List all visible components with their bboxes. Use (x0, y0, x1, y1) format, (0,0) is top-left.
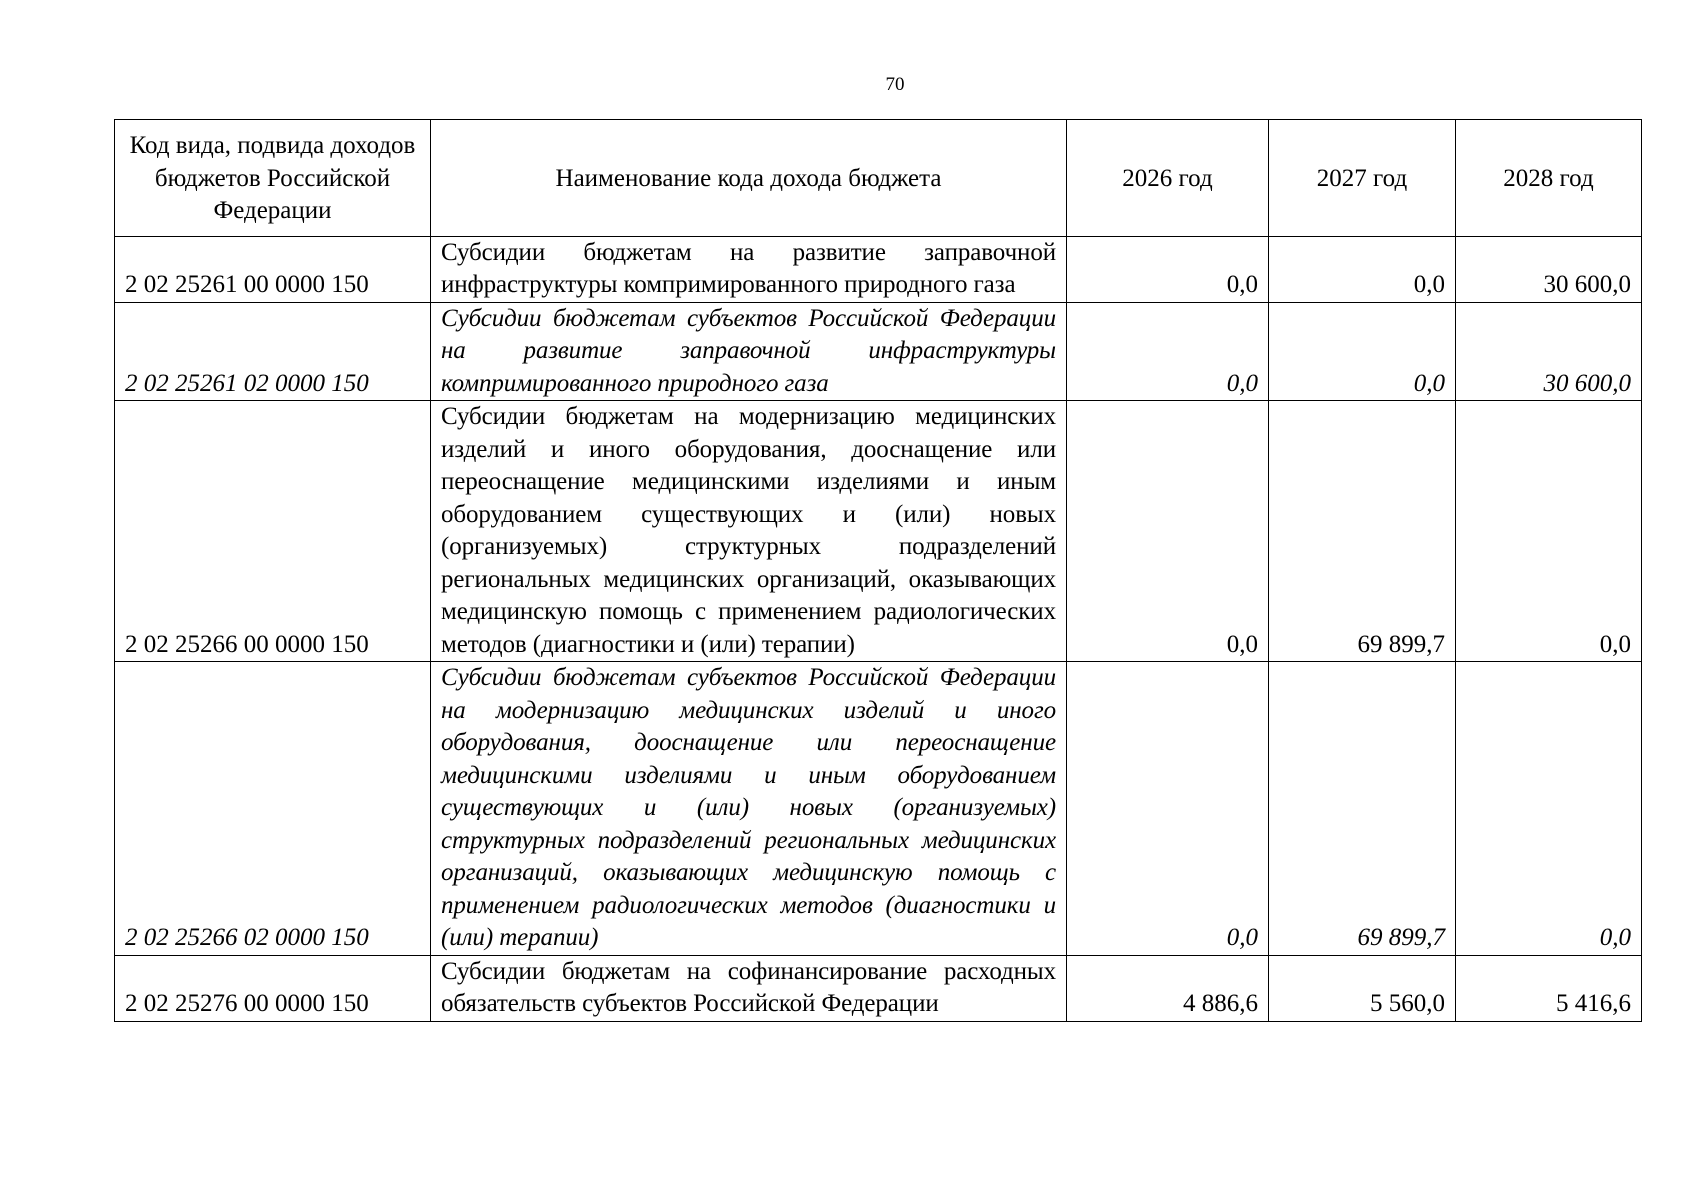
value-2027-cell: 0,0 (1269, 302, 1456, 401)
table-row (115, 236, 1642, 302)
table-row (115, 302, 1642, 401)
value-2028-cell: 30 600,0 (1456, 236, 1642, 302)
value-2028-cell: 30 600,0 (1456, 302, 1642, 401)
revenue-code-cell: 2 02 25261 00 0000 150 (115, 236, 431, 302)
value-2027-cell: 69 899,7 (1269, 662, 1456, 956)
value-2026-cell: 0,0 (1067, 401, 1269, 662)
header-2026: 2026 год (1067, 120, 1269, 237)
page-number: 70 (885, 74, 905, 95)
value-2028-cell: 0,0 (1456, 662, 1642, 956)
revenue-code-cell: 2 02 25266 02 0000 150 (115, 662, 431, 956)
revenue-code-cell: 2 02 25276 00 0000 150 (115, 955, 431, 1021)
value-2028-cell: 0,0 (1456, 401, 1642, 662)
revenue-name-cell: Субсидии бюджетам на развитие заправочной инфраструктуры компримированного природного газа (431, 236, 1067, 302)
table-header-row (115, 120, 1642, 237)
revenue-name-cell: Субсидии бюджетам субъектов Российской Федерации на развитие заправочной инфраструктуры компримированного природного газа (431, 302, 1067, 401)
header-code: Код вида, подвида доходов бюджетов Российской Федерации (115, 120, 431, 237)
revenue-code-cell: 2 02 25266 00 0000 150 (115, 401, 431, 662)
table-row (115, 955, 1642, 1021)
value-2026-cell: 4 886,6 (1067, 955, 1269, 1021)
revenue-name-text: Субсидии бюджетам на софинансирование расходных обязательств субъектов Российской Федерации (441, 957, 1056, 1017)
table-row (115, 401, 1642, 662)
budget-revenue-table (114, 119, 1642, 1022)
revenue-name-cell: Субсидии бюджетам субъектов Российской Федерации на модернизацию медицинских изделий и иного оборудования, дооснащение или переоснащение медицинскими изделиями и иным оборудованием существующих и (или) новых (организуемых) структурных подразделений региональных медицинских организаций, оказывающих медицинскую помощь с применением радиологических методов (диагностики и (или) терапии) (431, 662, 1067, 956)
revenue-name-cell: Субсидии бюджетам на модернизацию медицинских изделий и иного оборудования, дооснащение или переоснащение медицинскими изделиями и иным оборудованием существующих и (или) новых (организуемых) структурных подразделений региональных медицинских организаций, оказывающих медицинскую помощь с применением радиологических методов (диагностики и (или) терапии) (431, 401, 1067, 662)
header-2027: 2027 год (1269, 120, 1456, 237)
table-row (115, 662, 1642, 956)
value-2028-cell: 5 416,6 (1456, 955, 1642, 1021)
revenue-code-cell: 2 02 25261 02 0000 150 (115, 302, 431, 401)
value-2026-cell: 0,0 (1067, 662, 1269, 956)
value-2026-cell: 0,0 (1067, 236, 1269, 302)
value-2027-cell: 5 560,0 (1269, 955, 1456, 1021)
value-2026-cell: 0,0 (1067, 302, 1269, 401)
value-2027-cell: 69 899,7 (1269, 401, 1456, 662)
revenue-name-cell (431, 955, 1067, 1021)
header-2028: 2028 год (1456, 120, 1642, 237)
header-name: Наименование кода дохода бюджета (431, 120, 1067, 237)
value-2027-cell: 0,0 (1269, 236, 1456, 302)
